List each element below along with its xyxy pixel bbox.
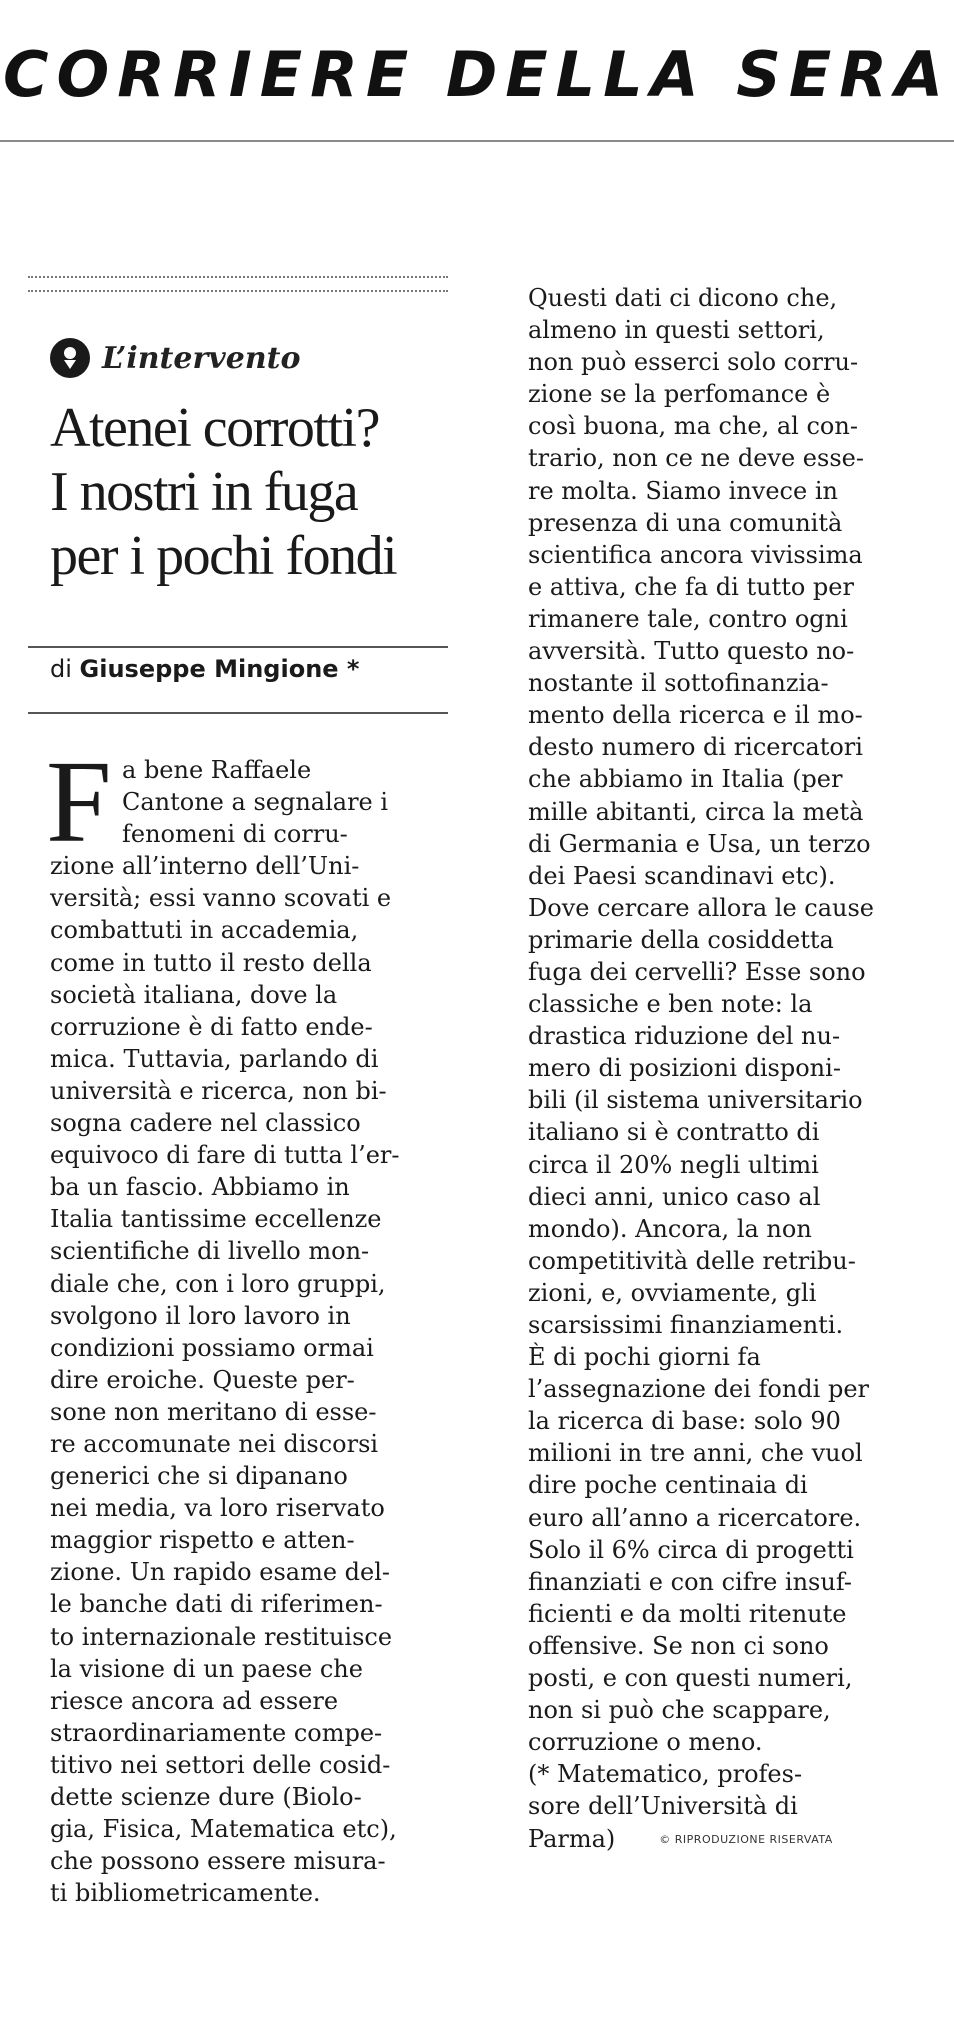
text-line: che possono essere misura-: [50, 1847, 386, 1876]
article-column-left: [46, 736, 450, 1909]
text-line: offensive. Se non ci sono: [528, 1631, 829, 1660]
text-line: fuga dei cervelli? Esse sono: [528, 957, 866, 986]
text-line: la ricerca di base: solo 90: [528, 1407, 841, 1436]
text-line: rimanere tale, contro ogni: [528, 604, 848, 633]
text-line: scarsissimi finanziamenti.: [528, 1311, 844, 1339]
text-line: Solo il 6% circa di progetti: [528, 1535, 854, 1564]
text-line: almeno in questi settori,: [528, 316, 825, 345]
text-line: dire eroiche. Queste per-: [50, 1365, 355, 1394]
text-line: re accomunate nei discorsi: [50, 1429, 379, 1458]
text-line: Cantone a segnalare i: [122, 788, 389, 817]
text-line: mero di posizioni disponi-: [528, 1054, 841, 1083]
text-line: ti bibliometricamente.: [50, 1879, 321, 1908]
text-line: primarie della cosiddetta: [528, 925, 834, 954]
text-line: straordinariamente compe-: [50, 1718, 383, 1747]
text-line: drastica riduzione del nu-: [528, 1022, 841, 1051]
text-line: dei Paesi scandinavi etc).: [528, 861, 836, 890]
text-line: sone non meritano di esse-: [50, 1397, 377, 1426]
article-column-right: [528, 282, 928, 1855]
text-line: società italiana, dove la: [50, 980, 338, 1009]
byline-rule-top: [28, 646, 448, 648]
text-line: italiano si è contratto di: [528, 1118, 820, 1147]
headline-line: Atenei corrotti?: [50, 397, 379, 459]
speaker-icon: [50, 338, 90, 378]
text-line: dire poche centinaia di: [528, 1471, 808, 1500]
text-line: [528, 1823, 928, 1855]
newspaper-title: CORRIERE DELLA SERA: [3, 38, 951, 111]
dropcap: F: [46, 736, 112, 867]
text-line: come in tutto il resto della: [50, 948, 372, 977]
text-line: riesce ancora ad essere: [50, 1686, 339, 1715]
text-line: mica. Tuttavia, parlando di: [50, 1044, 379, 1073]
text-line: ba un fascio. Abbiamo in: [50, 1173, 350, 1202]
text-line: euro all’anno a ricercatore.: [528, 1503, 862, 1532]
text-line: (* Matematico, profes-: [528, 1760, 803, 1789]
text-line: equivoco di fare di tutta l’er-: [50, 1141, 400, 1170]
rubric: [50, 336, 301, 380]
text-line: competitività delle retribu-: [528, 1246, 856, 1275]
left-column-text: [50, 754, 450, 1909]
text-line: circa il 20% negli ultimi: [528, 1150, 819, 1179]
text-line: sore dell’Università di: [528, 1792, 798, 1821]
byline-prefix: di: [50, 655, 72, 683]
text-line: dette scienze dure (Biolo-: [50, 1783, 362, 1811]
text-line: posti, e con questi numeri,: [528, 1664, 853, 1693]
text-line: gia, Fisica, Matematica etc),: [50, 1815, 397, 1844]
text-line: presenza di una comunità: [528, 508, 843, 537]
text-line: l’assegnazione dei fondi per: [528, 1375, 870, 1404]
text-line: re molta. Siamo invece in: [528, 476, 838, 505]
text-line: e attiva, che fa di tutto per: [528, 572, 854, 601]
text-line: che abbiamo in Italia (per: [528, 765, 843, 794]
text-line: milioni in tre anni, che vuol: [528, 1439, 863, 1468]
text-line: mondo). Ancora, la non: [528, 1214, 812, 1243]
text-line: nei media, va loro riservato: [50, 1494, 385, 1523]
text-line: bili (il sistema universitario: [528, 1086, 863, 1115]
text-line: corruzione o meno.: [528, 1728, 763, 1757]
masthead: [0, 0, 954, 142]
text-line: ficienti e da molti ritenute: [528, 1599, 847, 1628]
text-line: a bene Raffaele: [122, 756, 312, 784]
text-line: classiche e ben note: la: [528, 990, 813, 1019]
rubric-label: L’intervento: [102, 340, 301, 376]
text-line: È di pochi giorni fa: [528, 1343, 761, 1372]
text-line: versità; essi vanno scovati e: [50, 884, 392, 913]
text-line: generici che si dipanano: [50, 1462, 348, 1491]
text-line: zione se la perfomance è: [528, 380, 831, 409]
text-line: desto numero di ricercatori: [528, 733, 863, 762]
text-line: condizioni possiamo ormai: [50, 1333, 374, 1362]
right-column-text: [528, 282, 928, 1855]
text-line: trario, non ce ne deve esse-: [528, 444, 864, 473]
headline-line: I nostri in fuga: [50, 461, 358, 523]
text-line: scientifica ancora vivissima: [528, 540, 863, 569]
text-line: zione all’interno dell’Uni-: [50, 852, 360, 881]
text-line: combattuti in accademia,: [50, 916, 359, 945]
text-line: titivo nei settori delle cosid-: [50, 1750, 391, 1779]
text-line: svolgono il loro lavoro in: [50, 1301, 351, 1330]
byline-author: Giuseppe Mingione *: [79, 655, 360, 683]
text-line: dieci anni, unico caso al: [528, 1182, 821, 1211]
text-line: la visione di un paese che: [50, 1654, 363, 1683]
byline: [50, 655, 359, 695]
text-line: avversità. Tutto questo no-: [528, 637, 855, 666]
text-line: maggior rispetto e atten-: [50, 1526, 355, 1555]
headline-line: per i pochi fondi: [50, 525, 397, 587]
byline-rule-bottom: [28, 712, 448, 714]
text-line: non si può che scappare,: [528, 1696, 831, 1725]
text-line: sogna cadere nel classico: [50, 1109, 361, 1138]
text-line: zione. Un rapido esame del-: [50, 1558, 391, 1587]
text-line: finanziati e con cifre insuf-: [528, 1567, 852, 1596]
text-line: mille abitanti, circa la metà: [528, 797, 864, 826]
text-line: università e ricerca, non bi-: [50, 1076, 387, 1105]
text-line: di Germania e Usa, un terzo: [528, 829, 871, 858]
text-line: Questi dati ci dicono che,: [528, 284, 838, 312]
text-line: to internazionale restituisce: [50, 1622, 393, 1651]
text-line: nostante il sottofinanzia-: [528, 669, 829, 698]
text-line: Dove cercare allora le cause: [528, 893, 875, 922]
text-line: fenomeni di corru-: [122, 820, 348, 849]
text-line: corruzione è di fatto ende-: [50, 1012, 373, 1041]
text-line-content: Parma): [528, 1824, 616, 1853]
text-line: così buona, ma che, al con-: [528, 412, 858, 441]
headline: [50, 396, 450, 588]
section-divider: [28, 276, 448, 292]
text-line: mento della ricerca e il mo-: [528, 701, 863, 730]
text-line: non può esserci solo corru-: [528, 348, 859, 377]
text-line: Italia tantissime eccellenze: [50, 1205, 382, 1234]
text-line: zioni, e, ovviamente, gli: [528, 1278, 817, 1307]
copyright-notice: © RIPRODUZIONE RISERVATA: [659, 1832, 833, 1846]
text-line: le banche dati di riferimen-: [50, 1590, 383, 1619]
text-line: scientifiche di livello mon-: [50, 1237, 370, 1266]
text-line: diale che, con i loro gruppi,: [50, 1269, 386, 1298]
